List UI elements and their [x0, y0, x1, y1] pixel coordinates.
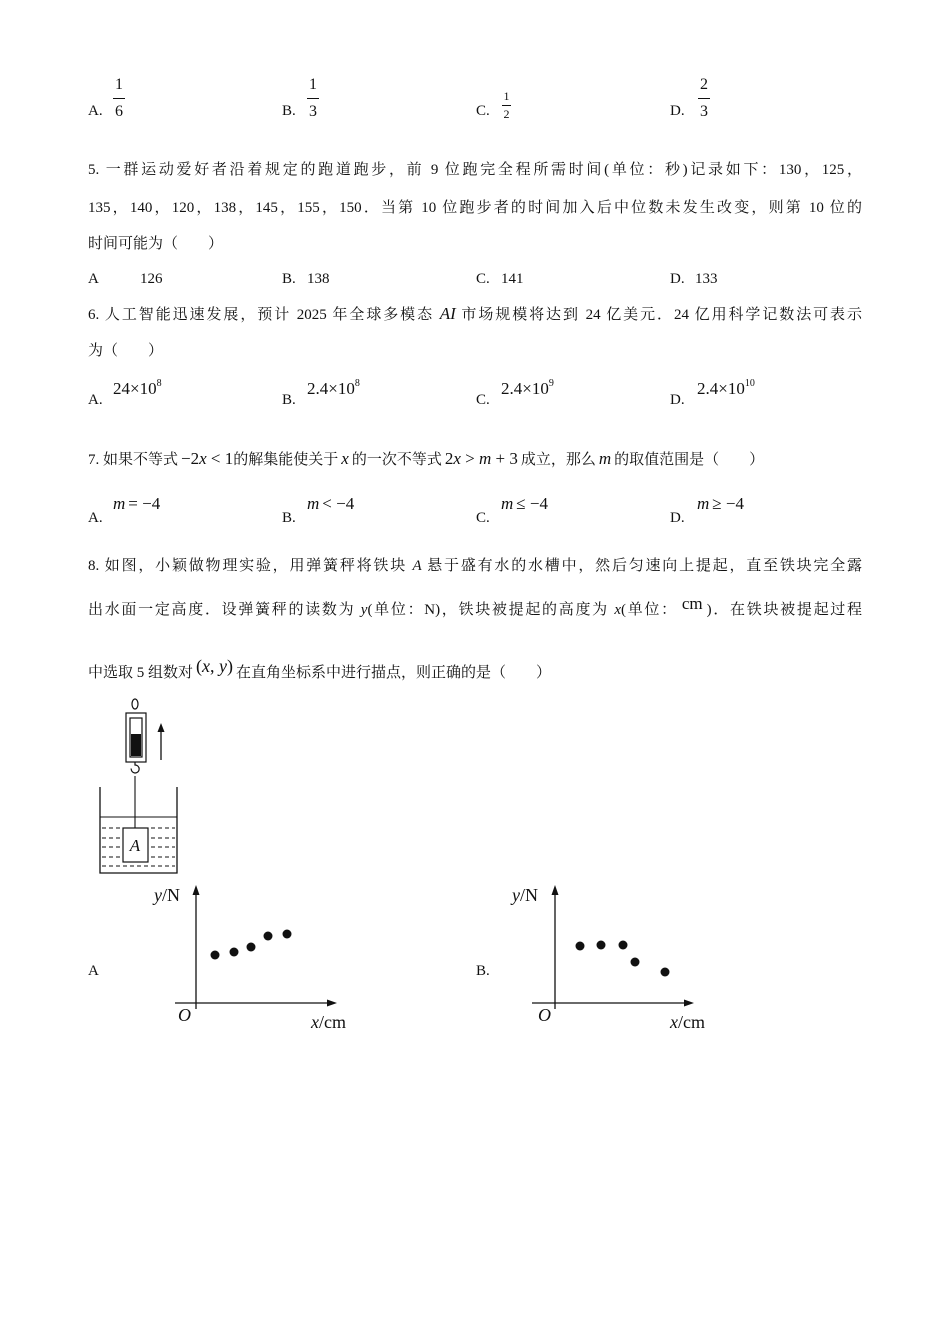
fraction-bar [113, 98, 125, 99]
q7-option-b-label: B. [282, 510, 296, 526]
data-point [264, 932, 273, 941]
math-term: = −4 [128, 494, 161, 513]
x-axis-label [669, 1012, 705, 1032]
denominator: 3 [700, 103, 708, 120]
expr-base: 2.4×10 [697, 379, 745, 398]
y-axis-variable: y [154, 885, 162, 905]
x-axis-variable: x [670, 1012, 678, 1032]
q7-option-a-expr [113, 494, 160, 514]
math-variable: m [598, 449, 612, 468]
pair-separator: , [210, 656, 220, 676]
math-variable: m [501, 494, 514, 513]
q4-option-c-fraction [502, 90, 511, 121]
numerator: 1 [309, 76, 317, 93]
expr-base: 24×10 [113, 379, 157, 398]
data-point [631, 958, 640, 967]
math-term: + 3 [491, 449, 518, 468]
numerator: 2 [700, 76, 708, 93]
y-axis-variable: y [512, 885, 520, 905]
math-variable: y [219, 656, 228, 676]
q4-option-d-fraction [698, 76, 710, 121]
pair-paren: ) [227, 656, 234, 676]
expr-exponent: 8 [156, 378, 162, 389]
fraction-bar [502, 105, 511, 106]
q7-stem [88, 449, 764, 470]
up-arrow-icon [158, 723, 165, 732]
q8-option-a-graph [140, 880, 370, 1035]
y-axis-label [510, 885, 538, 905]
math-variable: m [113, 494, 126, 513]
q7-text: 的取值范围是（ ） [614, 452, 765, 468]
q8-ordered-pair [196, 656, 233, 676]
scale-hook [131, 762, 139, 773]
q6-stem-line-1 [88, 304, 862, 325]
q4-option-d-label: D. [670, 103, 685, 119]
q5-option-a-label: A [88, 271, 99, 287]
data-point [619, 941, 628, 950]
q6-option-c-label: C. [476, 392, 490, 408]
q8-stem-line-1 [88, 556, 862, 576]
x-axis-unit: /cm [319, 1012, 346, 1032]
y-axis-arrow-icon [552, 885, 559, 895]
q4-option-a-fraction [113, 76, 125, 121]
x-axis-variable: x [311, 1012, 319, 1032]
q7-inequality-1 [181, 449, 233, 468]
q4-option-c-label: C. [476, 103, 490, 119]
q8-stem-line-2 [88, 594, 862, 620]
q5-stem-line-3: 时间可能为（ ） [88, 236, 224, 252]
expr-base: 2.4×10 [307, 379, 355, 398]
numerator: 1 [115, 76, 123, 93]
q4-option-a-label: A. [88, 103, 103, 119]
math-variable: x [202, 656, 211, 676]
y-axis-label [152, 885, 180, 905]
q4-option-b-label: B. [282, 103, 296, 119]
math-variable: m [307, 494, 320, 513]
q6-option-b-expr [307, 379, 360, 399]
q8-text: (单位：N)，铁块被提起的高度为 [367, 602, 615, 618]
q6-option-a-expr [113, 379, 162, 399]
scale-indicator [131, 734, 141, 756]
q4-option-b-fraction [307, 76, 319, 121]
q7-inequality-2 [445, 449, 518, 468]
q7-option-c-expr [501, 494, 548, 514]
data-point [597, 941, 606, 950]
apparatus-figure [90, 695, 190, 880]
q8-option-a-label: A [88, 963, 99, 979]
q7-option-b-expr [307, 494, 354, 514]
q6-ai-term: AI [439, 304, 456, 323]
q5-stem-line-2: 135，140，120，138，145，155，150．当第 10 位跑步者的时间加入后中位数未发生改变，则第 10 位的 [88, 200, 862, 216]
data-point [661, 968, 670, 977]
math-variable: m [697, 494, 710, 513]
denominator: 2 [503, 107, 510, 121]
math-variable: m [478, 449, 492, 468]
q8-text: 出水面一定高度．设弹簧秤的读数为 [88, 602, 361, 618]
q5-stem-line-1: 5. 一群运动爱好者沿着规定的跑道跑步，前 9 位跑完全程所需时间(单位：秒)记录如下：130，125， [88, 162, 862, 178]
math-term: −2 [181, 449, 200, 468]
scale-top-ring [132, 699, 138, 709]
q5-option-a-value: 126 [140, 271, 163, 287]
q7-text: 的解集能使关于 [233, 452, 339, 468]
q8-text: 中选取 5 组数对 [88, 665, 194, 681]
fraction-bar [307, 98, 319, 99]
q6-text: 6. 人工智能迅速发展，预计 2025 年全球多模态 [88, 307, 440, 323]
q7-option-a-label: A. [88, 510, 103, 526]
q7-text: 7. 如果不等式 [88, 452, 179, 468]
q8-text: )．在铁块被提起过程 [706, 602, 862, 618]
math-variable: y [360, 602, 368, 618]
q5-option-c-value: 141 [501, 271, 524, 287]
q6-option-a-label: A. [88, 392, 103, 408]
y-axis-unit: /N [162, 885, 180, 905]
x-axis-label [310, 1012, 346, 1032]
pair-paren: ( [196, 656, 203, 676]
iron-block-label: A [129, 836, 141, 855]
math-term: > [460, 449, 479, 468]
q5-option-d-label: D. [670, 271, 685, 287]
q8-block-name: A [412, 558, 422, 574]
data-point [247, 943, 256, 952]
q7-option-d-expr [697, 494, 744, 514]
fraction-bar [698, 98, 710, 99]
q8-text: 8. 如图，小颖做物理实验，用弹簧秤将铁块 [88, 558, 413, 574]
q8-option-b-label: B. [476, 963, 490, 979]
expr-exponent: 9 [548, 378, 554, 389]
q7-option-c-label: C. [476, 510, 490, 526]
q7-text: 的一次不等式 [351, 452, 442, 468]
y-axis-unit: /N [520, 885, 538, 905]
expr-base: 2.4×10 [501, 379, 549, 398]
q8-text: 在直角坐标系中进行描点，则正确的是（ ） [236, 665, 552, 681]
q8-option-b-graph [499, 880, 729, 1035]
data-point [230, 948, 239, 957]
numerator: 1 [503, 89, 510, 103]
q6-option-d-label: D. [670, 392, 685, 408]
q7-option-d-label: D. [670, 510, 685, 526]
q8-text: (单位： [621, 602, 678, 618]
x-axis-arrow-icon [327, 1000, 337, 1007]
expr-exponent: 8 [354, 378, 360, 389]
math-term: ≥ −4 [712, 494, 744, 513]
math-term: < −4 [322, 494, 355, 513]
q6-stem-line-2: 为（ ） [88, 343, 164, 359]
x-axis-arrow-icon [684, 1000, 694, 1007]
math-variable: x [341, 449, 349, 468]
data-point [211, 951, 220, 960]
math-term: ≤ −4 [516, 494, 548, 513]
q6-text: 市场规模将达到 24 亿美元．24 亿用科学记数法可表示 [455, 307, 862, 323]
q6-option-c-expr [501, 379, 554, 399]
x-axis-unit: /cm [678, 1012, 705, 1032]
math-variable: x [614, 602, 622, 618]
data-point [283, 930, 292, 939]
q8-text: 悬于盛有水的水槽中，然后匀速向上提起，直至铁块完全露 [421, 558, 862, 574]
origin-label: O [178, 1005, 191, 1025]
math-term: 2 [444, 449, 454, 468]
q5-option-b-value: 138 [307, 271, 330, 287]
q8-stem-line-3 [88, 656, 551, 683]
math-term: < 1 [206, 449, 234, 468]
y-axis-arrow-icon [193, 885, 200, 895]
q5-option-b-label: B. [282, 271, 296, 287]
q7-text: 成立，那么 [520, 452, 596, 468]
q5-option-d-value: 133 [695, 271, 718, 287]
denominator: 3 [309, 103, 317, 120]
origin-label: O [538, 1005, 551, 1025]
expr-exponent: 10 [744, 378, 755, 389]
q5-option-c-label: C. [476, 271, 490, 287]
data-point [576, 942, 585, 951]
math-variable: x [199, 449, 207, 468]
unit-cm: cm [681, 594, 703, 613]
q6-option-d-expr [697, 379, 755, 399]
denominator: 6 [115, 103, 123, 120]
math-variable: x [453, 449, 461, 468]
q6-option-b-label: B. [282, 392, 296, 408]
